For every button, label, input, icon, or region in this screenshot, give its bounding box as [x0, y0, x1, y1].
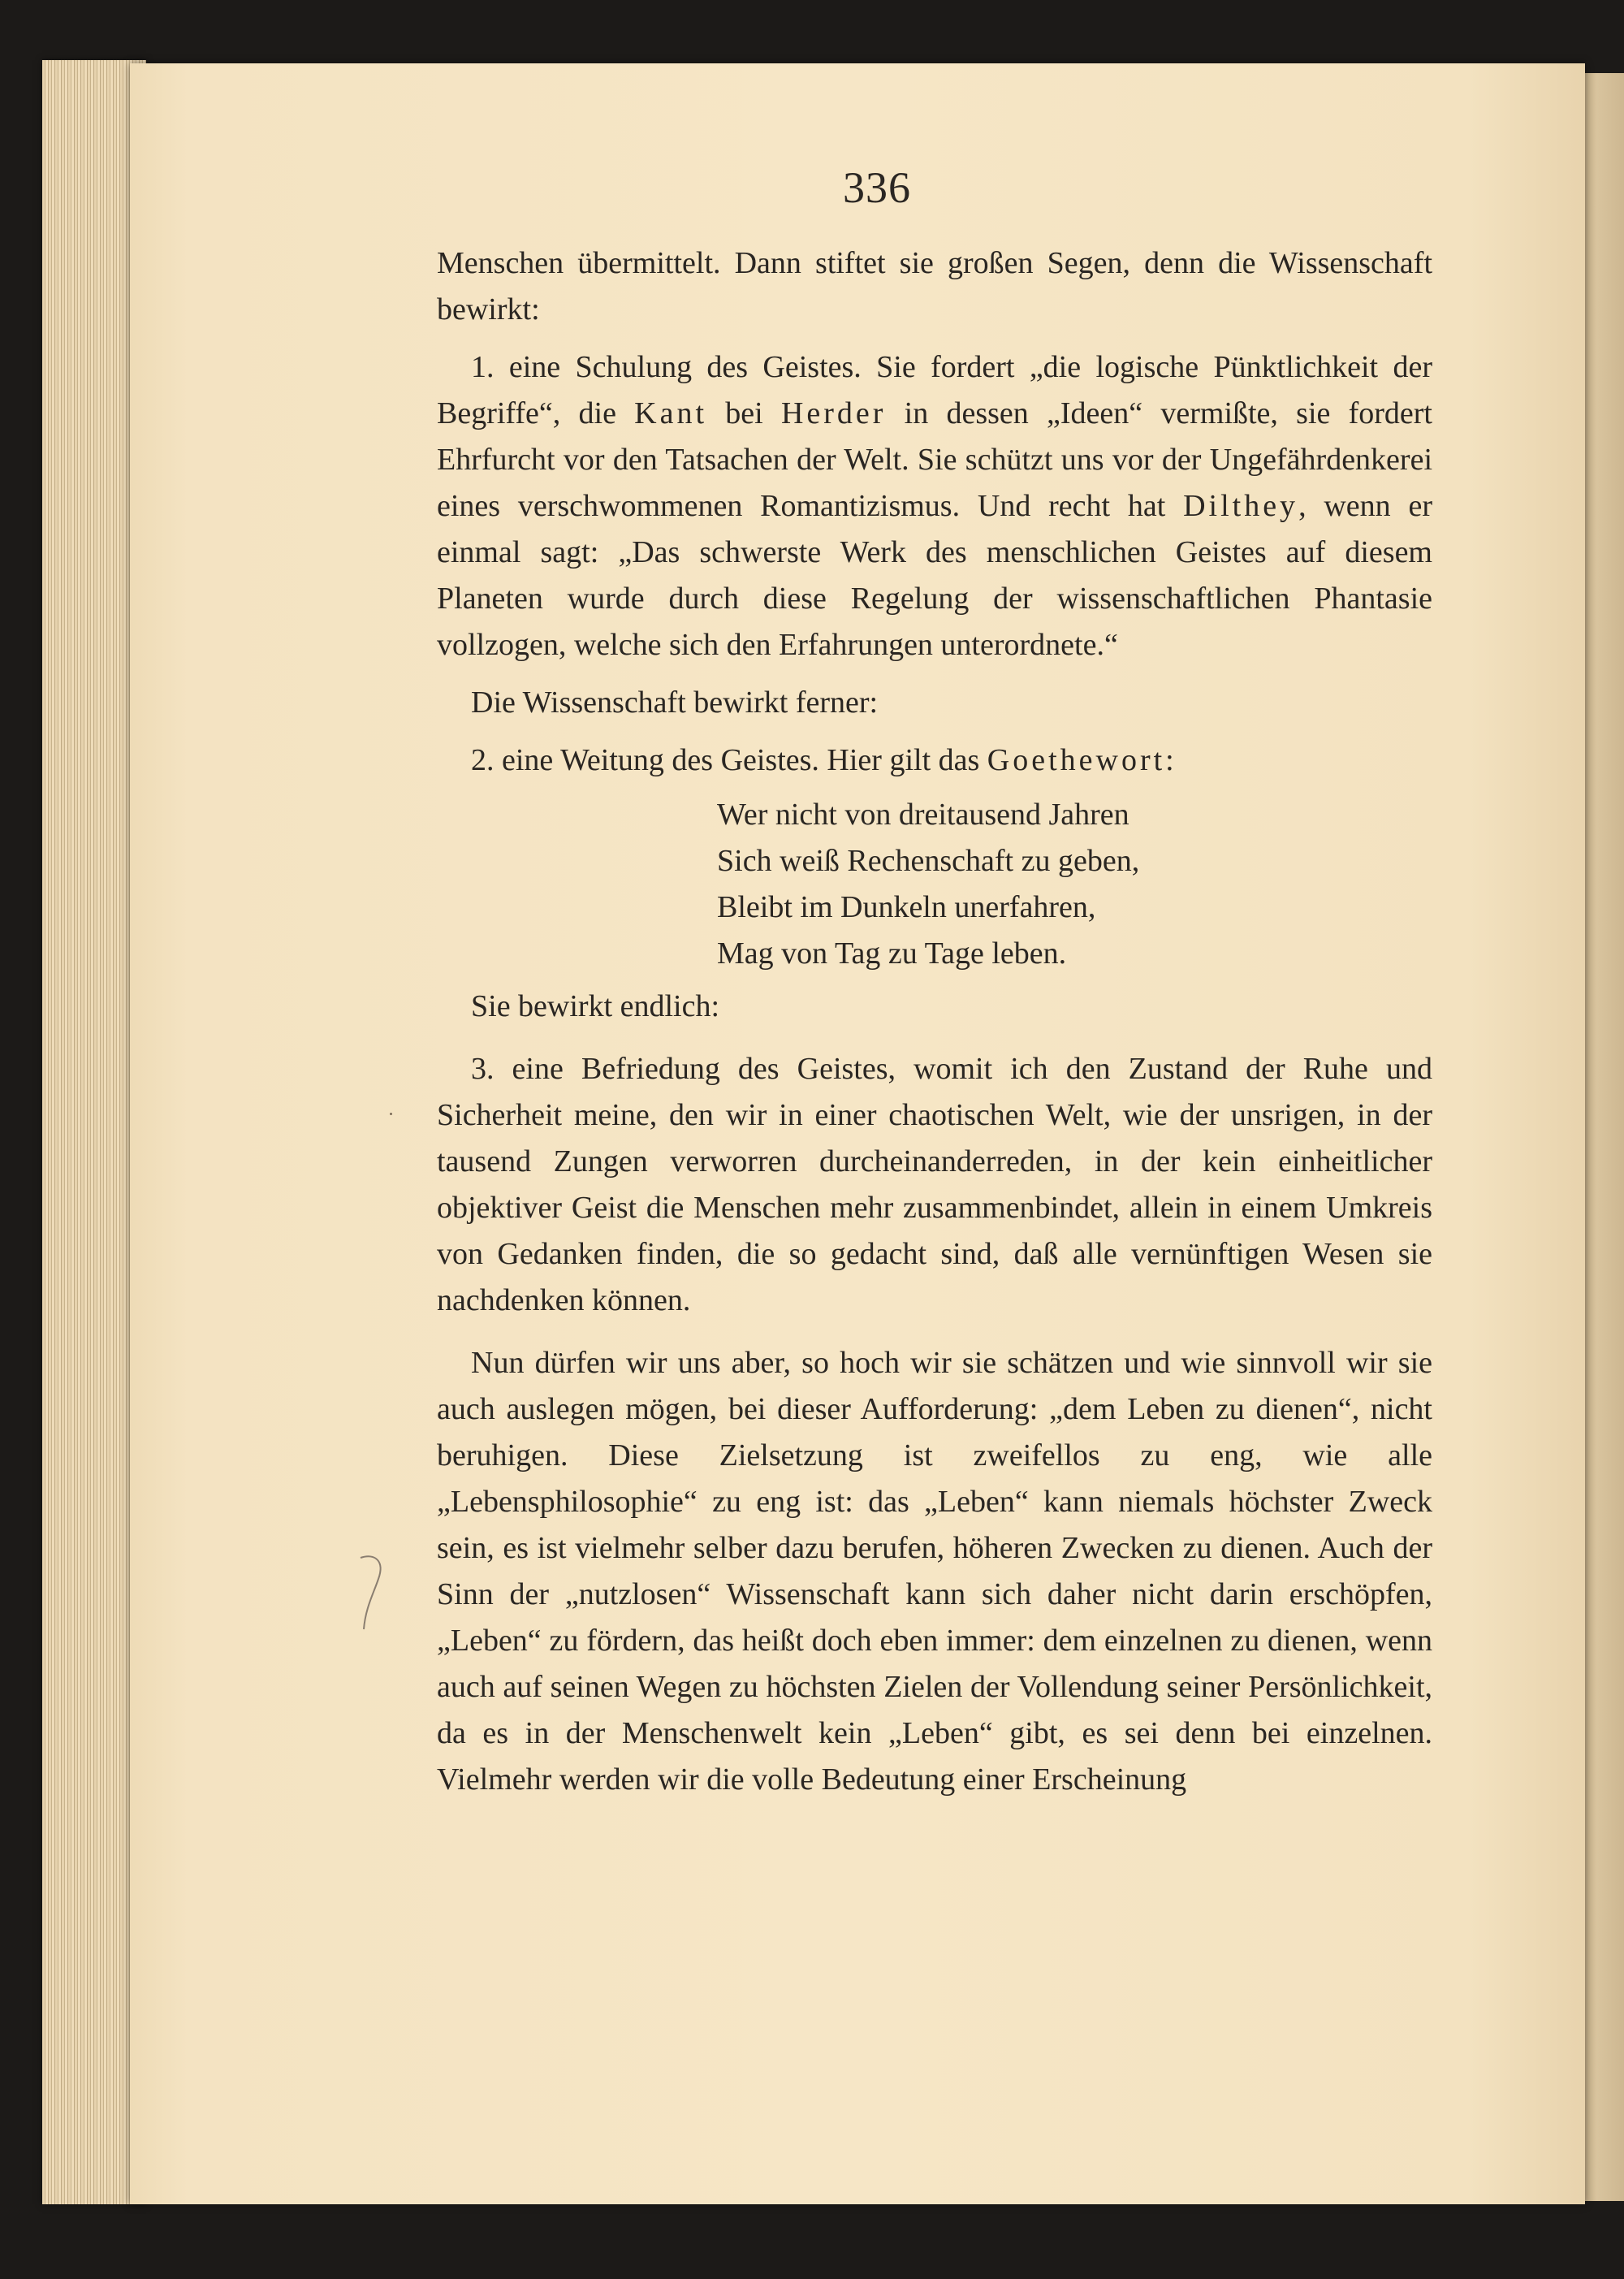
- paragraph-item-2: [437, 737, 1432, 784]
- text-span: bei: [707, 396, 781, 430]
- text-span: in dessen „Ideen“ vermißte, sie fordert Ehrfurcht vor den Tatsachen der Welt. Sie schützt uns vor der Ungefährdenkerei eines verschwommenen Romantizismus. Und recht hat: [437, 396, 1432, 523]
- facing-page-edge: [1579, 73, 1624, 2201]
- paragraph-ferner: Die Wissenschaft bewirkt ferner:: [471, 685, 879, 720]
- poem-line: Bleibt im Dunkeln unerfahren,: [717, 890, 1096, 924]
- page-number: 336: [843, 163, 911, 212]
- body-text: [437, 240, 1432, 1803]
- text-span: :: [1165, 743, 1174, 777]
- text-span: 2. eine Weitung des Geistes. Hier gilt das: [471, 743, 987, 777]
- text-line: Menschen übermittelt. Dann stiftet sie großen Segen, denn die: [437, 246, 1269, 280]
- name-dilthey: Dilthey: [1183, 489, 1299, 523]
- paragraph-nun: Nun dürfen wir uns aber, so hoch wir sie schätzen und wie sinnvoll wir sie auch auslegen mögen, bei dieser Aufforderung: „dem Leben zu dienen“, nicht beruhigen. Diese Zielsetzung ist zweifellos zu eng, wie alle „Lebensphilosophie“ zu eng ist: das „Leben“ kann niemals höchster Zweck sein, es ist vielmehr selber dazu berufen, höheren Zwecken zu dienen. Auch der Sinn der „nutzlosen“ Wissenschaft kann sich daher nicht darin erschöpfen, „Leben“ zu fördern, das heißt doch eben immer: dem einzelnen zu dienen, wenn auch auf seinen Wegen zu höchsten Zielen der Vollendung seiner Persönlichkeit, da es in der Menschenwelt kein „Leben“ gibt, es sei denn bei einzelnen. Vielmehr werden wir die volle Bedeutung einer Erscheinung: [437, 1346, 1432, 1797]
- text-line: Wissenschaft bewirkt:: [437, 246, 1432, 326]
- name-herder: Herder: [780, 396, 887, 430]
- paragraph-continuation: [437, 240, 1432, 333]
- text-span: , wenn er einmal sagt: „Das schwerste Werk des menschlichen Geistes auf diesem Planeten wurde durch diese Regelung der wissenschaftlichen Phantasie vollzogen, welche sich den Erfahrungen unterordnete.“: [437, 489, 1432, 662]
- paragraph-endlich: Sie bewirkt endlich:: [471, 989, 720, 1023]
- poem-line: Wer nicht von dreitausend Jahren: [717, 798, 1129, 832]
- paragraph-item-1: [437, 344, 1432, 668]
- name-kant: Kant: [634, 396, 708, 430]
- margin-speck: [390, 1113, 392, 1115]
- paragraph-item-3: 3. eine Befriedung des Geistes, womit ich den Zustand der Ruhe und Sicherheit meine, den wir in einer chaotischen Welt, wie der unsrigen, in der tausend Zungen verworren durcheinanderreden, in der kein einheitlicher objektiver Geist die Menschen mehr zusammenbindet, allein in einem Umkreis von Gedanken finden, die so gedacht sind, daß alle vernünftigen Wesen sie nachdenken können.: [437, 1052, 1432, 1317]
- poem-line: Mag von Tag zu Tage leben.: [717, 936, 1067, 971]
- poem: [717, 792, 1432, 977]
- margin-pencil-mark: [357, 1551, 390, 1641]
- name-goethewort: Goethewort: [987, 743, 1166, 777]
- poem-line: Sich weiß Rechenschaft zu geben,: [717, 844, 1140, 878]
- text-span: 1. eine Schulung des Geistes. Sie fordert „die logische Pünktlichkeit der Begriffe“, die: [437, 350, 1432, 430]
